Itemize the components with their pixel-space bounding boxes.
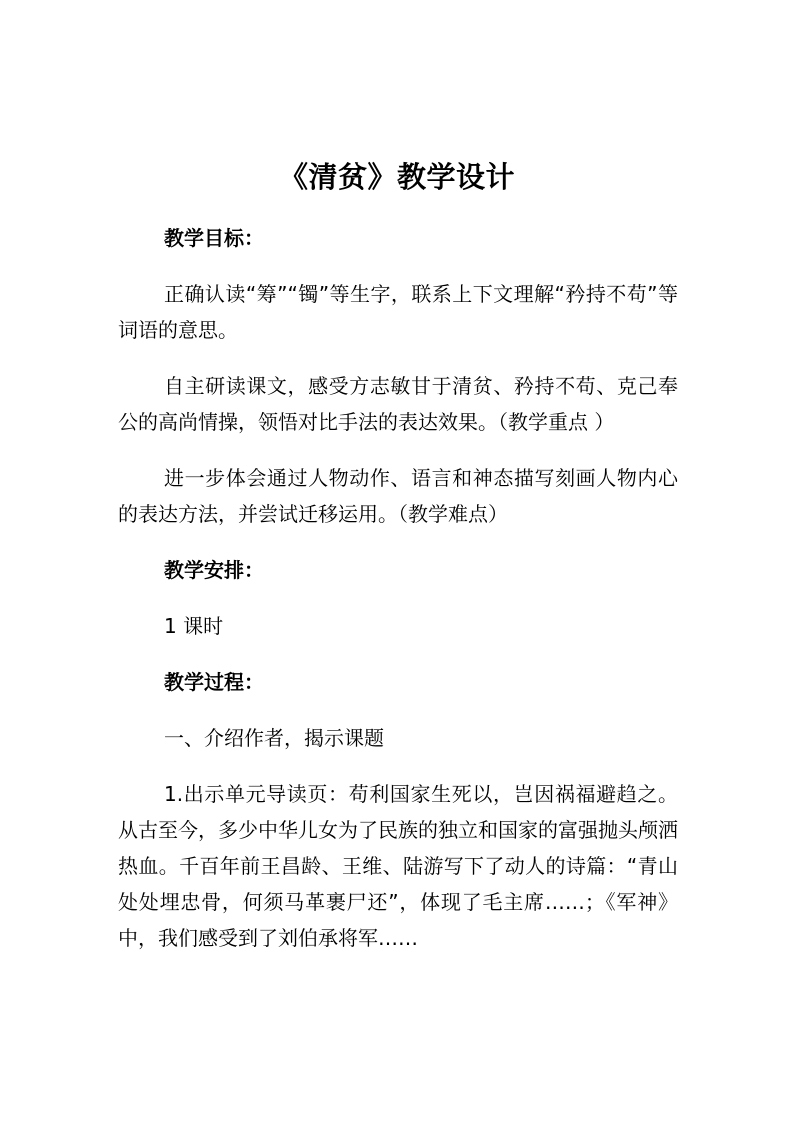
heading-teaching-goals: 教学目标：: [164, 226, 264, 250]
paragraph-goal-3: 进一步体会通过人物动作、语言和神态描写刻画人物内心的表达方法，并尝试迁移运用。（教学难点）: [118, 466, 678, 526]
paragraph-step-1: 1.出示单元导读页：苟利国家生死以，岂因祸福避趋之。从古至今，多少中华儿女为了民族的独立和国家的富强抛头颅洒热血。千百年前王昌龄、王维、陆游写下了动人的诗篇：“青山处处埋忠骨，何须马革裹尸还”，体现了毛主席……；《军神》中，我们感受到了刘伯承将军……: [118, 782, 678, 950]
section-heading-1: 一、介绍作者，揭示课题: [164, 726, 384, 750]
paragraph-class-hours: 1 课时: [164, 614, 224, 638]
paragraph-goal-2: 自主研读课文，感受方志敏甘于清贫、矜持不苟、克己奉公的高尚情操，领悟对比手法的表达效果。（教学重点 ）: [118, 374, 678, 434]
document-body: [118, 220, 678, 956]
heading-teaching-arrangement: 教学安排：: [164, 558, 264, 582]
document-title: 《清贫》教学设计: [278, 160, 515, 195]
heading-teaching-process: 教学过程：: [164, 670, 264, 694]
paragraph-goal-1: 正确认读“筹”“镯”等生字，联系上下文理解“矜持不苟”等词语的意思。: [118, 282, 678, 342]
